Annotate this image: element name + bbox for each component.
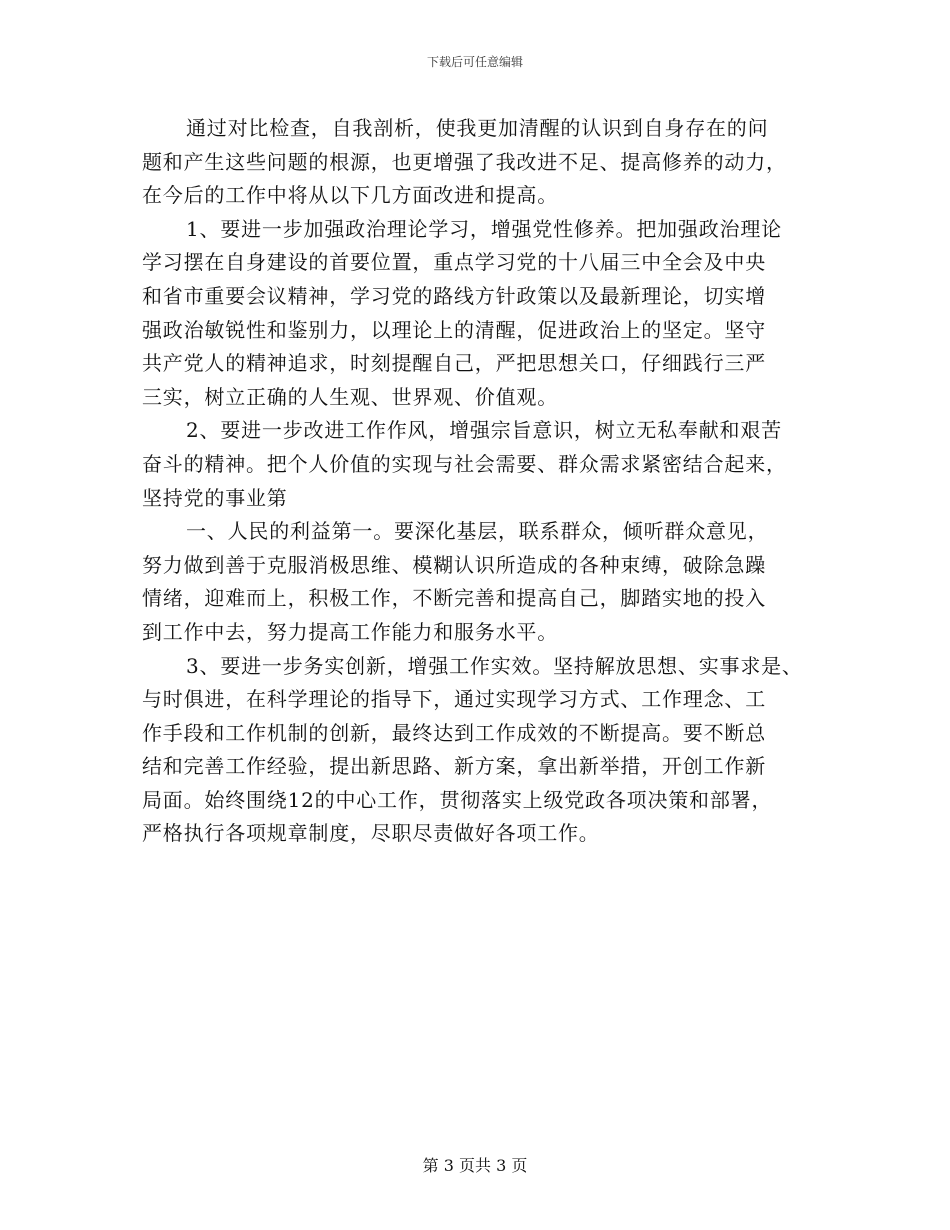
text-line: 情绪，迎难而上，积极工作，不断完善和提高自己，脚踏实地的投入 xyxy=(142,586,766,611)
page-header: 下载后可任意编辑 xyxy=(426,55,523,69)
text-line: 严格执行各项规章制度，尽职尽责做好各项工作。 xyxy=(142,821,600,846)
paragraph-5 xyxy=(142,650,822,852)
text-line: 结和完善工作经验，提出新思路、新方案，拿出新举措，开创工作新 xyxy=(142,754,766,779)
page-footer: 第 3 页共 3 页 xyxy=(422,1156,528,1175)
text-line: 奋斗的精神。把个人价值的实现与社会需要、群众需求紧密结合起来， xyxy=(142,451,787,476)
paragraph-3 xyxy=(142,414,822,515)
text-line: 与时俱进，在科学理论的指导下，通过实现学习方式、工作理念、工 xyxy=(142,687,766,712)
text-line: 三实，树立正确的人生观、世界观、价值观。 xyxy=(142,384,558,409)
text-line: 一、人民的利益第一。要深化基层，联系群众，倾听群众意见， xyxy=(186,519,769,544)
text-line: 在今后的工作中将从以下几方面改进和提高。 xyxy=(142,183,558,208)
text-line: 1、要进一步加强政治理论学习，增强党性修养。把加强政治理论 xyxy=(186,216,782,241)
document-body xyxy=(142,112,822,851)
paragraph-4 xyxy=(142,515,822,649)
text-line: 2、要进一步改进工作作风，增强宗旨意识，树立无私奉献和艰苦 xyxy=(186,418,782,443)
text-line: 坚持党的事业第 xyxy=(142,485,288,510)
text-line: 和省市重要会议精神，学习党的路线方针政策以及最新理论，切实增 xyxy=(142,283,766,308)
text-line: 作手段和工作机制的创新，最终达到工作成效的不断提高。要不断总 xyxy=(142,720,766,745)
text-line: 到工作中去，努力提高工作能力和服务水平。 xyxy=(142,619,558,644)
text-line: 3、要进一步务实创新，增强工作实效。坚持解放思想、实事求是、 xyxy=(186,653,803,678)
text-line: 通过对比检查，自我剖析，使我更加清醒的认识到自身存在的问 xyxy=(186,116,769,140)
text-line: 题和产生这些问题的根源，也更增强了我改进不足、提高修养的动力， xyxy=(142,149,787,174)
text-line: 学习摆在自身建设的首要位置，重点学习党的十八届三中全会及中央 xyxy=(142,250,766,275)
text-line: 局面。始终围绕12的中心工作，贯彻落实上级党政各项决策和部署， xyxy=(142,787,773,812)
text-line: 共产党人的精神追求，时刻提醒自己，严把思想关口，仔细践行三严 xyxy=(142,351,766,376)
paragraph-1 xyxy=(142,112,822,213)
text-line: 努力做到善于克服消极思维、模糊认识所造成的各种束缚，破除急躁 xyxy=(142,552,766,577)
paragraph-2 xyxy=(142,213,822,415)
text-line: 强政治敏锐性和鉴别力，以理论上的清醒，促进政治上的坚定。坚守 xyxy=(142,317,766,342)
